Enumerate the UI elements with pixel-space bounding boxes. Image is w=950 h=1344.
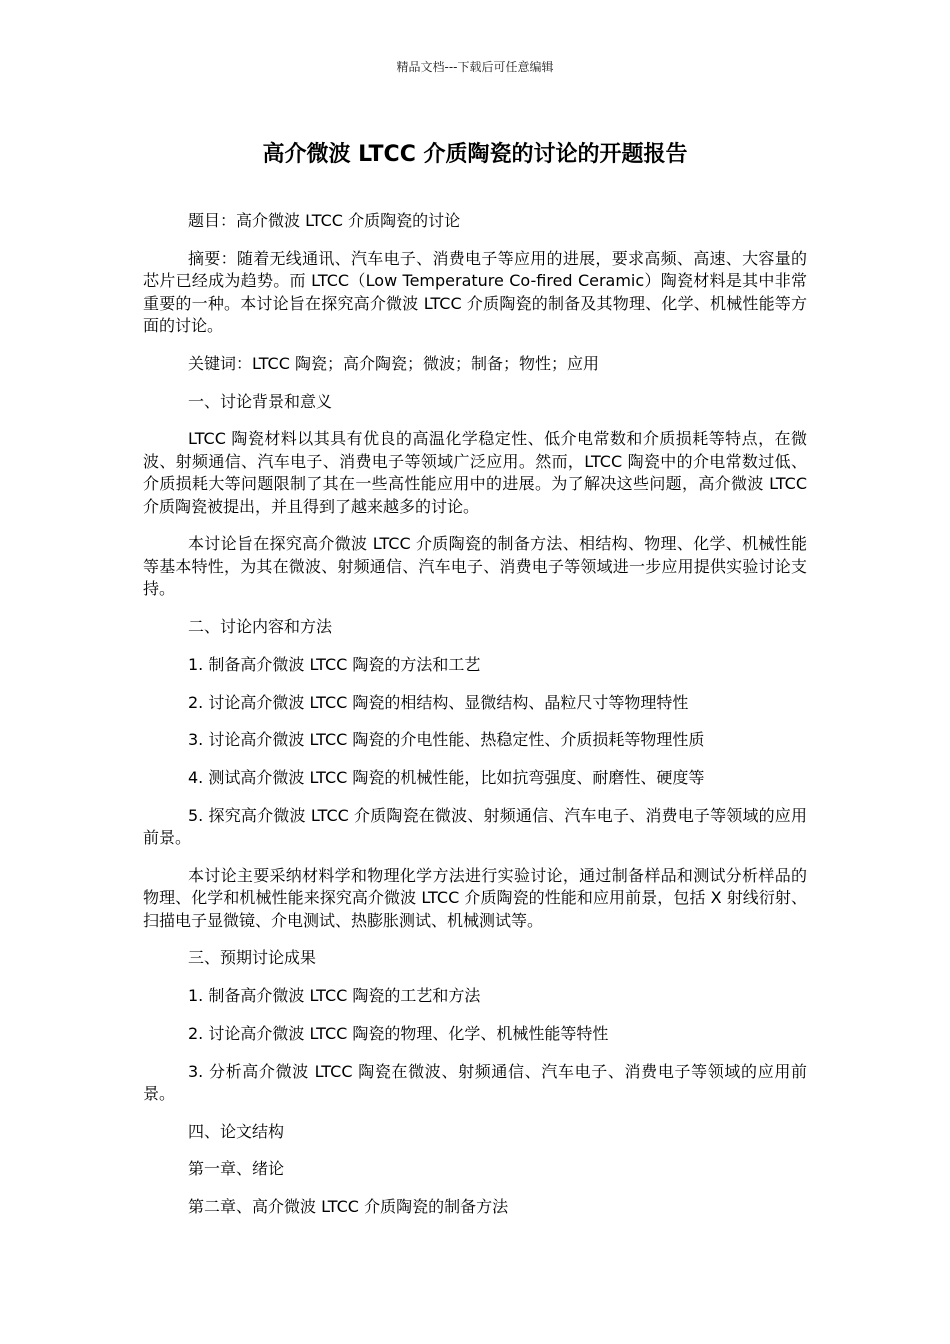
- header-note: 精品文档---下载后可任意编辑: [396, 60, 554, 74]
- section-heading-structure: 四、论文结构: [188, 1121, 285, 1141]
- section-heading-results: 三、预期讨论成果: [188, 948, 317, 968]
- content-item-5: 5. 探究高介微波 LTCC 介质陶瓷在微波、射频通信、汽车电子、消费电子等领域的应用前景。: [143, 805, 807, 848]
- paragraph-topic: 题目：高介微波 LTCC 介质陶瓷的讨论: [188, 211, 461, 230]
- paragraph-keywords: 关键词：LTCC 陶瓷；高介陶瓷；微波；制备；物性；应用: [188, 353, 599, 373]
- paragraph-methods: 本讨论主要采纳材料学和物理化学方法进行实验讨论，通过制备样品和测试分析样品的物理、化学和机械性能来探究高介微波 LTCC 介质陶瓷的性能和应用前景，包括 X 射线衍射、扫描电子显微镜、介电测试、热膨胀测试、机械测试等。: [143, 865, 807, 930]
- content-item-1: 1. 制备高介微波 LTCC 陶瓷的方法和工艺: [188, 654, 481, 674]
- result-item-3: 3. 分析高介微波 LTCC 陶瓷在微波、射频通信、汽车电子、消费电子等领域的应用前景。: [143, 1061, 807, 1103]
- document-title: 高介微波 LTCC 介质陶瓷的讨论的开题报告: [262, 142, 688, 167]
- content-item-3: 3. 讨论高介微波 LTCC 陶瓷的介电性能、热稳定性、介质损耗等物理性质: [188, 730, 705, 750]
- chapter-item-2: 第二章、高介微波 LTCC 介质陶瓷的制备方法: [188, 1197, 509, 1217]
- section-heading-content: 二、讨论内容和方法: [188, 617, 333, 637]
- content-item-2: 2. 讨论高介微波 LTCC 陶瓷的相结构、显微结构、晶粒尺寸等物理特性: [188, 692, 689, 712]
- result-item-1: 1. 制备高介微波 LTCC 陶瓷的工艺和方法: [188, 986, 481, 1006]
- document-body: [143, 210, 807, 1234]
- content-item-4: 4. 测试高介微波 LTCC 陶瓷的机械性能，比如抗弯强度、耐磨性、硬度等: [188, 767, 705, 787]
- result-item-2: 2. 讨论高介微波 LTCC 陶瓷的物理、化学、机械性能等特性: [188, 1023, 609, 1043]
- paragraph-background-1: LTCC 陶瓷材料以其具有优良的高温化学稳定性、低介电常数和介质损耗等特点，在微波、射频通信、汽车电子、消费电子等领域广泛应用。然而，LTCC 陶瓷中的介电常数过低、介质损耗大等问题限制了其在一些高性能应用中的进展。为了解决这些问题，高介微波 LTCC 介质陶瓷被提出，并且得到了越来越多的讨论。: [143, 429, 807, 516]
- chapter-item-1: 第一章、绪论: [188, 1159, 285, 1179]
- paragraph-abstract: 摘要：随着无线通讯、汽车电子、消费电子等应用的进展，要求高频、高速、大容量的芯片已经成为趋势。而 LTCC（Low Temperature Co-fired Ceramic）陶瓷材料是其中非常重要的一种。本讨论旨在探究高介微波 LTCC 介质陶瓷的制备及其物理、化学、机械性能等方面的讨论。: [143, 248, 807, 336]
- section-heading-background: 一、讨论背景和意义: [188, 391, 333, 411]
- paragraph-background-2: 本讨论旨在探究高介微波 LTCC 介质陶瓷的制备方法、相结构、物理、化学、机械性能等基本特性，为其在微波、射频通信、汽车电子、消费电子等领域进一步应用提供实验讨论支持。: [143, 534, 807, 599]
